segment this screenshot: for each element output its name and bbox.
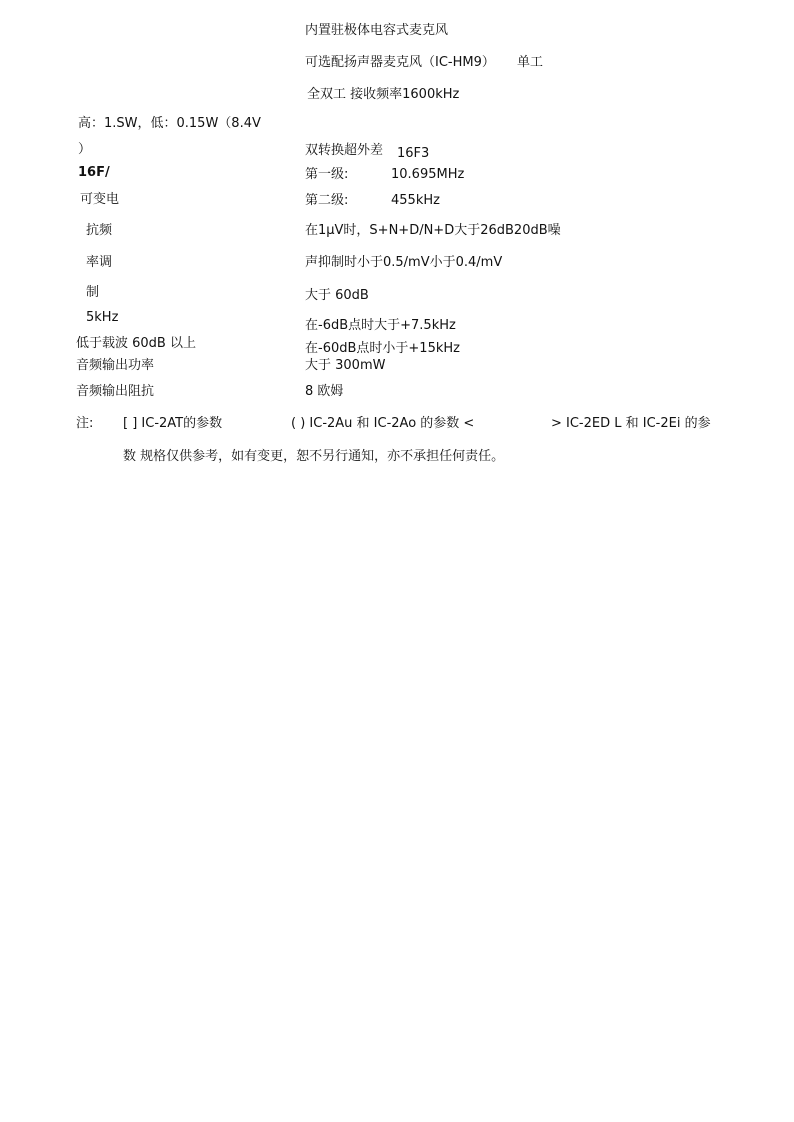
superhet-value: 16F3 xyxy=(397,146,430,161)
note-bracket: [ ] IC-2AT的参数 xyxy=(123,416,223,431)
audio-power-value: 大于 300mW xyxy=(305,358,386,373)
variable-label: 可变电 xyxy=(80,192,120,207)
audio-power-label: 音频输出功率 xyxy=(76,358,155,373)
sensitivity-spec: 在1μV时，S+N+D/N+D大于26dB20dB噪 xyxy=(305,223,561,238)
mic-spec: 内置驻极体电容式麦克风 xyxy=(305,23,449,38)
superhet-label: 双转换超外差 xyxy=(305,143,384,158)
bandwidth-spec-2: 在-60dB点时小于+15kHz xyxy=(305,341,460,356)
if2-label: 第二级: xyxy=(305,193,349,208)
note-label: 注: xyxy=(76,416,94,431)
bandwidth-spec-1: 在-6dB点时大于+7.5kHz xyxy=(305,318,456,333)
anti-label: 抗频 xyxy=(86,223,113,238)
audio-impedance-value: 8 欧姆 xyxy=(305,384,344,399)
selectivity-spec: 大于 60dB xyxy=(305,288,369,303)
khz-label: 5kHz xyxy=(86,310,119,325)
carrier-label: 低于载波 60dB 以上 xyxy=(76,336,196,351)
mod-label: 制 xyxy=(86,285,100,300)
power-spec-close: ） xyxy=(78,142,92,157)
duplex-spec: 全双工 接收频率1600kHz xyxy=(307,87,460,102)
if1-value: 10.695MHz xyxy=(391,167,465,182)
squelch-spec: 声抑制时小于0.5/mV小于0.4/mV xyxy=(305,255,503,270)
if2-value: 455kHz xyxy=(391,193,440,208)
rate-label: 率调 xyxy=(86,255,113,270)
optional-mic-spec: 可选配扬声器麦克风（IC-HM9） xyxy=(305,55,495,70)
mode-spec: 16F/ xyxy=(78,165,110,180)
if1-label: 第一级: xyxy=(305,167,349,182)
audio-impedance-label: 音频输出阻抗 xyxy=(76,384,155,399)
power-spec: 高：1.SW，低：0.15W（8.4V xyxy=(78,116,261,131)
note-paren: ( ) IC-2Au 和 IC-2Ao 的参数 < xyxy=(291,416,475,431)
single-mode: 单工 xyxy=(517,55,544,70)
note-disclaimer: 数 规格仅供参考，如有变更，恕不另行通知，亦不承担任何责任。 xyxy=(123,449,505,464)
note-angle: > IC-2ED L 和 IC-2Ei 的参 xyxy=(551,416,711,431)
